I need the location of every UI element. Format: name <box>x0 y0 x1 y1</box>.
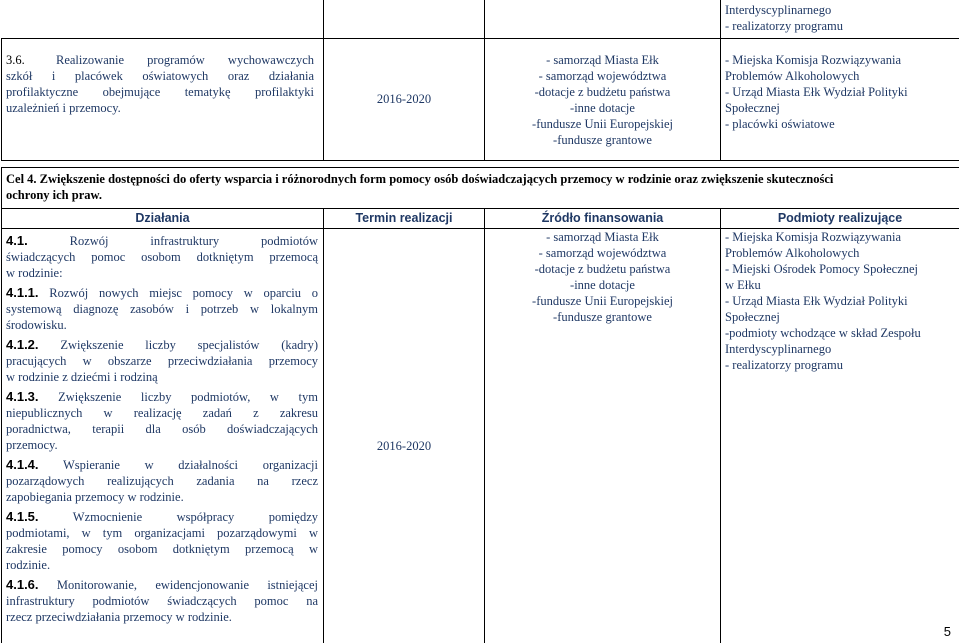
cel-4-termin: 2016-2020 <box>324 229 485 643</box>
item-line: infrastruktury podmiotów świadczących pomoc na <box>6 594 318 608</box>
table-cel-4 <box>1 167 959 643</box>
row-36-podmiot: Społecznej <box>725 100 780 115</box>
header-termin: Termin realizacji <box>324 209 485 229</box>
item-line: poradnictwa, terapii dla osób doświadczających <box>6 422 318 436</box>
cel-4-zrodla-cell <box>485 229 721 643</box>
table-row-top <box>2 0 959 38</box>
row-36-podmioty-cell <box>721 38 959 160</box>
list-item <box>6 233 318 281</box>
item-line: rzecz przeciwdziałania przemocy w rodzinie. <box>6 610 232 624</box>
item-line: środowisku. <box>6 318 67 332</box>
item-line: 4.1.4. Wspieranie w działalności organizacji <box>6 457 318 472</box>
cel-4-zrodlo: -dotacje z budżetu państwa <box>534 262 671 276</box>
cel-4-podmiot: -podmioty wchodzące w skład Zespołu <box>725 326 921 340</box>
row-36-podmiot: - Miejska Komisja Rozwiązywania <box>725 52 901 67</box>
item-line: przemocy. <box>6 438 58 452</box>
row-36-termin: 2016-2020 <box>324 38 485 160</box>
cel-4-title-line: ochrony ich praw. <box>6 188 102 202</box>
list-item <box>6 457 318 505</box>
cel-4-title-line: Cel 4. Zwiększenie dostępności do oferty wsparcia i różnorodnych form pomocy osób doświadczających przemocy w rodzinie oraz zwiększenie skuteczności <box>6 172 834 186</box>
item-line: 4.1.1. Rozwój nowych miejsc pomocy w oparciu o <box>6 285 318 300</box>
row-36-zrodlo: -dotacje z budżetu państwa <box>534 84 671 99</box>
list-item <box>6 285 318 333</box>
row-36-number: 3.6. <box>6 52 25 67</box>
row-36-line: szkół i placówek oświatowych oraz działania <box>6 68 314 83</box>
row-36-zrodlo: -fundusze grantowe <box>553 132 652 147</box>
item-line: 4.1.6. Monitorowanie, ewidencjonowanie istniejącej <box>6 577 318 592</box>
row-36-zrodlo: -fundusze Unii Europejskiej <box>532 116 673 131</box>
cel-4-podmiot: - Miejski Ośrodek Pomocy Społecznej <box>725 262 919 276</box>
item-line: świadczących pomoc osobom dotkniętym przemocą <box>6 250 318 264</box>
item-line: zakresie pomocy osobom dotkniętym przemocą w <box>6 542 318 556</box>
cel-4-zrodlo: -fundusze Unii Europejskiej <box>532 294 673 308</box>
cel-4-podmiot: - Urząd Miasta Ełk Wydział Polityki <box>725 294 908 308</box>
cel-4-dzialania-cell <box>2 229 324 643</box>
row-36-zrodlo: -inne dotacje <box>570 100 635 115</box>
item-line: zapobiegania przemocy w rodzinie. <box>6 490 184 504</box>
row-36-dzialania-cell <box>2 38 324 160</box>
item-line: niepublicznych w realizację zadań z zakresu <box>6 406 318 420</box>
cel-4-zrodlo: -fundusze grantowe <box>553 310 652 324</box>
cel-4-header-row <box>2 209 959 229</box>
item-line: podmiotami, w tym organizacjami pozarządowymi w <box>6 526 318 540</box>
header-zrodlo: Źródło finansowania <box>485 209 721 229</box>
page-number: 5 <box>943 624 951 639</box>
cel-4-podmioty-cell <box>721 229 959 643</box>
table-row-4-1 <box>2 229 959 643</box>
row-36-podmiot: - placówki oświatowe <box>725 116 835 131</box>
cel-4-title-row <box>2 168 959 209</box>
top-podmioty-line: - realizatorzy programu <box>725 19 843 33</box>
row-36-line: Realizowanie programów wychowawczych <box>56 52 314 67</box>
row-36-zrodlo: - samorząd województwa <box>538 68 667 83</box>
list-item <box>6 509 318 573</box>
row-36-podmiot: - Urząd Miasta Ełk Wydział Polityki <box>725 84 908 99</box>
row-36-zrodlo: - samorząd Miasta Ełk <box>546 52 659 67</box>
cel-4-title <box>2 168 959 209</box>
row-36-line: profilaktyczne obejmujące tematykę profilaktyki <box>6 84 314 99</box>
cel-4-podmiot: w Ełku <box>725 278 761 292</box>
cel-4-podmiot: Interdyscyplinarnego <box>725 342 832 356</box>
item-line: pozarządowych realizujących zadania na rzecz <box>6 474 318 488</box>
list-item <box>6 577 318 625</box>
cel-4-zrodlo: -inne dotacje <box>570 278 635 292</box>
row-36-line: uzależnień i przemocy. <box>6 100 121 115</box>
cel-4-zrodlo: - samorząd Miasta Ełk <box>546 230 659 244</box>
item-line: w rodzinie: <box>6 266 63 280</box>
list-item <box>6 389 318 453</box>
top-podmioty-cell <box>721 0 959 38</box>
item-line: systemową diagnozę zasobów i potrzeb w lokalnym <box>6 302 318 316</box>
row-36-zrodla-cell <box>485 38 721 160</box>
item-line: rodzinie. <box>6 558 51 572</box>
item-line: 4.1.3. Zwiększenie liczby podmiotów, w tym <box>6 389 318 404</box>
cel-4-podmiot: Problemów Alkoholowych <box>725 246 860 260</box>
top-podmioty-line: Interdyscyplinarnego <box>725 3 832 17</box>
table-continuation <box>1 0 959 161</box>
table-row-3-6 <box>2 38 959 160</box>
cel-4-podmiot: Społecznej <box>725 310 780 324</box>
item-line: 4.1. Rozwój infrastruktury podmiotów <box>6 233 318 248</box>
item-line: 4.1.2. Zwiększenie liczby specjalistów (kadry) <box>6 337 318 352</box>
cel-4-podmiot: - realizatorzy programu <box>725 358 843 372</box>
cel-4-podmiot: - Miejska Komisja Rozwiązywania <box>725 230 901 244</box>
item-line: 4.1.5. Wzmocnienie współpracy pomiędzy <box>6 509 318 524</box>
cel-4-zrodlo: - samorząd województwa <box>538 246 667 260</box>
item-line: w rodzinie z dziećmi i rodziną <box>6 370 158 384</box>
header-dzialania: Działania <box>2 209 324 229</box>
header-podmioty: Podmioty realizujące <box>721 209 959 229</box>
item-line: pracujących w obszarze przeciwdziałania przemocy <box>6 354 318 368</box>
row-36-podmiot: Problemów Alkoholowych <box>725 68 860 83</box>
list-item <box>6 337 318 385</box>
